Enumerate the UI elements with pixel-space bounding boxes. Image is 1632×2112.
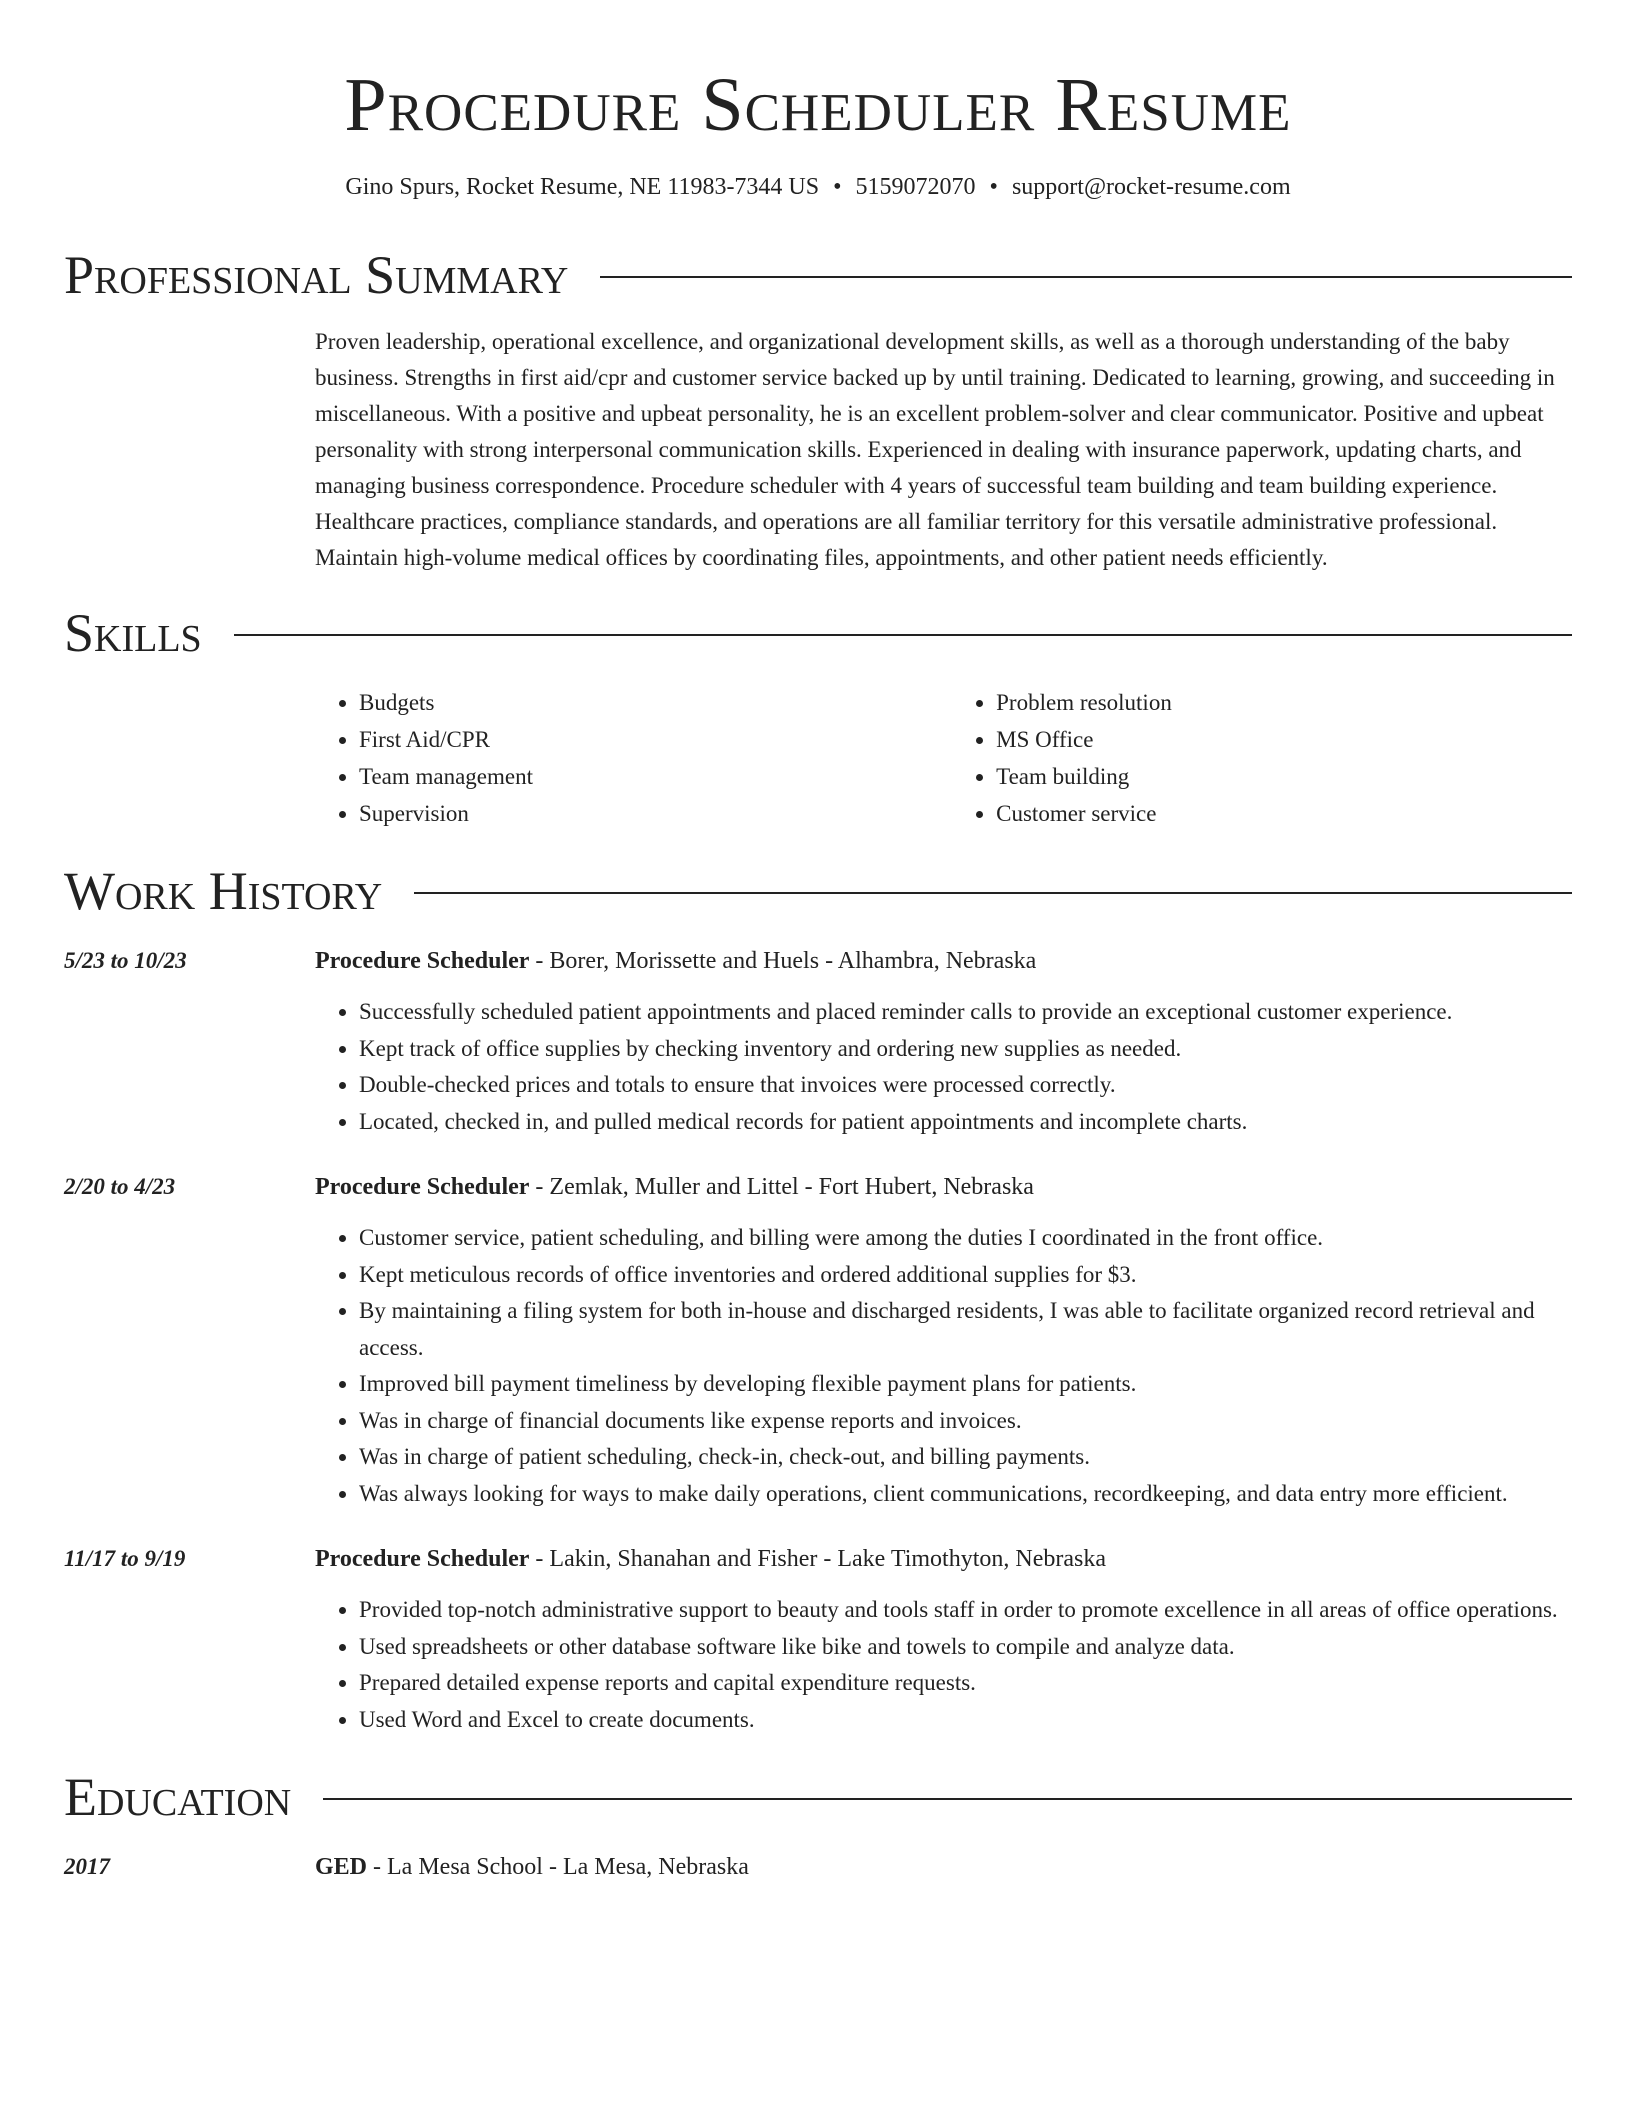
skills-heading: Skills <box>64 603 202 663</box>
job-content <box>315 1542 1572 1738</box>
education-year: 2017 <box>64 1854 110 1879</box>
job-title-line <box>315 1170 1572 1204</box>
summary-heading: Professional Summary <box>64 245 569 305</box>
job-bullets <box>315 1592 1572 1738</box>
job-bullet: • Kept meticulous records of office inventories and ordered additional supplies for $3. <box>359 1257 1572 1294</box>
education-entry <box>64 1850 1572 1884</box>
job-title: Procedure Scheduler <box>315 948 530 974</box>
job-title: Procedure Scheduler <box>315 1174 530 1200</box>
skill-item: • Budgets <box>359 684 952 721</box>
section-divider <box>600 276 1572 278</box>
job-content <box>315 944 1572 1140</box>
skill-item: • Problem resolution <box>996 684 1572 721</box>
job-dates: 11/17 to 9/19 <box>64 1546 186 1571</box>
job-bullet: • Customer service, patient scheduling, and billing were among the duties I coordinated in the front office. <box>359 1220 1572 1257</box>
job-bullet: • Kept track of office supplies by checking inventory and ordering new supplies as needed. <box>359 1031 1572 1068</box>
job-bullet: • Used Word and Excel to create documents. <box>359 1702 1572 1739</box>
job-content <box>315 1170 1572 1512</box>
contact-line <box>64 172 1572 202</box>
contact-address: Gino Spurs, Rocket Resume, NE 11983-7344 US <box>345 174 820 200</box>
job-bullet: • Was in charge of patient scheduling, check-in, check-out, and billing payments. <box>359 1439 1572 1476</box>
job-bullet: • Was always looking for ways to make daily operations, client communications, recordkeeping, and data entry more efficient. <box>359 1476 1572 1513</box>
job-entry <box>64 944 1572 1140</box>
job-entry <box>64 1542 1572 1738</box>
job-bullet: • Improved bill payment timeliness by developing flexible payment plans for patients. <box>359 1366 1572 1403</box>
job-bullet: • Was in charge of financial documents like expense reports and invoices. <box>359 1403 1572 1440</box>
job-title: Procedure Scheduler <box>315 1546 530 1572</box>
job-bullet: • Double-checked prices and totals to ensure that invoices were processed correctly. <box>359 1067 1572 1104</box>
skills-column-right <box>952 684 1572 832</box>
skills-section-header <box>64 602 1572 664</box>
skill-item: • Customer service <box>996 795 1572 832</box>
job-title-line <box>315 944 1572 978</box>
job-bullet: • Used spreadsheets or other database software like bike and towels to compile and analyze data. <box>359 1629 1572 1666</box>
job-bullet: • Successfully scheduled patient appointments and placed reminder calls to provide an exceptional customer experience. <box>359 994 1572 1031</box>
job-bullets <box>315 1220 1572 1512</box>
job-bullet: • Located, checked in, and pulled medical records for patient appointments and incomplete charts. <box>359 1104 1572 1141</box>
skill-item: • Team building <box>996 758 1572 795</box>
resume-page <box>64 0 1572 1884</box>
work-section-header <box>64 860 1572 922</box>
education-section-header <box>64 1766 1572 1828</box>
job-employer-location: - Zemlak, Muller and Littel - Fort Hubert, Nebraska <box>529 1174 1034 1200</box>
contact-email: support@rocket-resume.com <box>1011 174 1291 200</box>
contact-phone: 5159072070 <box>855 174 976 200</box>
skill-item: • MS Office <box>996 721 1572 758</box>
resume-title: Procedure Scheduler Resume <box>344 63 1292 147</box>
job-title-line <box>315 1542 1572 1576</box>
skill-item: • Supervision <box>359 795 952 832</box>
job-bullet: • Prepared detailed expense reports and capital expenditure requests. <box>359 1665 1572 1702</box>
section-divider <box>323 1798 1572 1800</box>
summary-section-header <box>64 244 1572 306</box>
job-employer-location: - Borer, Morissette and Huels - Alhambra, Nebraska <box>529 948 1037 974</box>
education-school-location: - La Mesa School - La Mesa, Nebraska <box>367 1854 749 1880</box>
job-bullet: • Provided top-notch administrative support to beauty and tools staff in order to promote excellence in all areas of office operations. <box>359 1592 1572 1629</box>
job-bullet: • By maintaining a filing system for both in-house and discharged residents, I was able to facilitate organized record retrieval and access. <box>359 1293 1572 1366</box>
education-heading: Education <box>64 1767 292 1827</box>
education-content <box>315 1850 749 1884</box>
job-employer-location: - Lakin, Shanahan and Fisher - Lake Timothyton, Nebraska <box>529 1546 1106 1572</box>
section-divider <box>234 634 1572 636</box>
skills-column-left <box>315 684 952 832</box>
job-dates: 2/20 to 4/23 <box>64 1174 176 1199</box>
section-divider <box>414 892 1572 894</box>
skill-item: • Team management <box>359 758 952 795</box>
summary-text: Proven leadership, operational excellence, and organizational development skills, as well as a thorough understanding of the baby business. Strengths in first aid/cpr and customer service backed up by until training. Dedicated to learning, growing, and succeeding in miscellaneous. With a positive and upbeat personality, he is an excellent problem-solver and clear communicator. Positive and upbeat personality with strong interpersonal communication skills. Experienced in dealing with insurance paperwork, updating charts, and managing business correspondence. Procedure scheduler with 4 years of successful team building and team building experience. Healthcare practices, compliance standards, and operations are all familiar territory for this versatile administrative professional. Maintain high-volume medical offices by coordinating files, appointments, and other patient needs efficiently. <box>315 329 1555 570</box>
skills-list <box>315 684 1572 832</box>
skill-item: • First Aid/CPR <box>359 721 952 758</box>
work-heading: Work History <box>64 861 383 921</box>
contact-separator: • <box>833 174 842 200</box>
contact-separator: • <box>989 174 998 200</box>
job-entry <box>64 1170 1572 1512</box>
education-degree: GED <box>315 1854 368 1880</box>
job-bullets <box>315 994 1572 1140</box>
job-dates: 5/23 to 10/23 <box>64 948 187 973</box>
